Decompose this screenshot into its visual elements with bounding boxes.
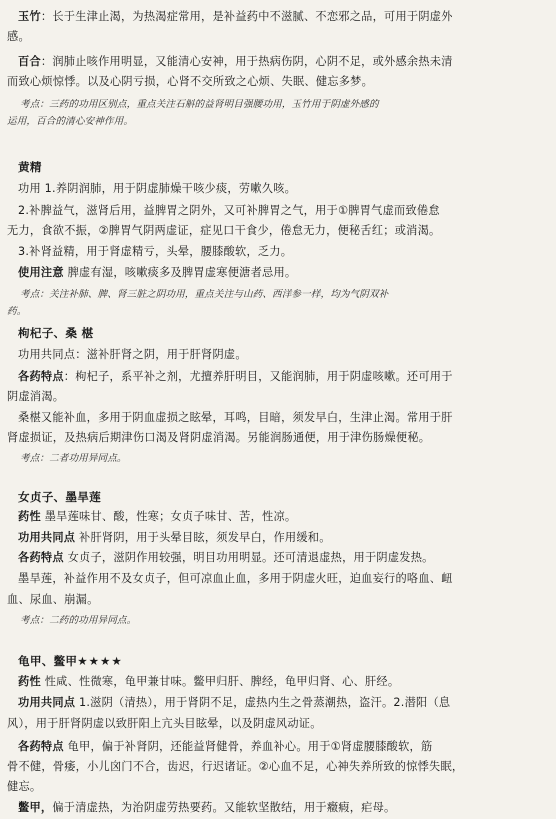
sangshen-line-2: 肾虚损证，及热病后期津伤口渴及肾阴虚消渴。另能润肠通便，用于津伤肠燥便秘。 [7, 431, 431, 444]
gouqi-features-heading: 各药特点 [18, 370, 64, 383]
nvzhen-nature-heading: 药性 [18, 510, 41, 523]
huangjing-line-3: 无力，食欲不振，②脾胃气阴两虚证，症见口干食少，倦怠无力，便秘舌红；或消渴。 [7, 224, 441, 237]
importance-stars-icon: ★★★★ [77, 654, 123, 668]
guijia-nature-heading: 药性 [18, 675, 41, 688]
note-1-line-1: 考点：三药的功用区别点，重点关注石斛的益肾明目强腰功用，玉竹用于阴虚外感的 [20, 99, 379, 110]
guijia-features-heading: 各药特点 [18, 740, 64, 753]
caution-text: 脾虚有湿，咳嗽痰多及脾胃虚寒便溏者忌用。 [63, 266, 297, 279]
nvzhen-line-3 [18, 551, 556, 565]
huangjing-line-2: 2.补脾益气，滋肾后用，益脾胃之阴外，又可补脾胃之气，用于①脾胃气虚而致倦怠 [18, 204, 440, 217]
huangjing-line-4: 3.补肾益精，用于肾虚精亏，头晕，腰膝酸软，乏力。 [18, 245, 293, 258]
note-3: 考点：二者功用异同点。 [20, 453, 127, 464]
guijia-common-text: 1.滋阴（清热），用于肾阴不足，虚热内生之骨蒸潮热，盗汗。2.潜阳（息 [75, 696, 451, 709]
nvzhen-features-text: 女贞子，滋阴作用较强，明目功用明显。还可清退虚热，用于阴虚发热。 [63, 551, 434, 564]
biejia-heading: 鳖甲， [18, 801, 53, 814]
gouqi-line-1: 功用共同点：滋补肝肾之阴，用于肝肾阴虚。 [18, 348, 247, 361]
nvzhen-nature-text: 墨旱莲味甘、酸，性寒；女贞子味甘、苦，性凉。 [40, 510, 297, 523]
biejia-line [18, 801, 556, 815]
guijia-nature-text: 性咸、性微寒，龟甲兼甘味。鳖甲归肝、脾经，龟甲归肾、心、肝经。 [40, 675, 400, 688]
baihe-line-1 [18, 55, 556, 69]
guijia-title: 龟甲、鳖甲 [18, 654, 78, 668]
gouqi-line-3: 阴虚消渴。 [7, 390, 65, 403]
huangjing-caution [18, 266, 556, 280]
note-4: 考点：二药的功用异同点。 [20, 615, 137, 626]
guijia-line-4 [18, 740, 556, 754]
yuzhu-line-2: 感。 [7, 30, 30, 43]
guijia-line-5: 骨不健，骨痿，小儿囟门不合，齿迟，行迟诸证。②心血不足，心神失养所致的惊悸失眠， [7, 760, 464, 773]
baihe-heading: 百合 [18, 55, 41, 68]
nvzhen-line-1 [18, 510, 556, 524]
huangjing-title: 黄精 [18, 160, 42, 174]
guijia-line-1 [18, 675, 556, 689]
gouqi-title: 枸杞子、桑 椹 [18, 326, 94, 340]
mohanlian-line-2: 血、尿血、崩漏。 [7, 593, 99, 606]
caution-heading: 使用注意 [18, 266, 64, 279]
baihe-text-1: ：润肺止咳作用明显，又能清心安神，用于热病伤阴，心阴不足，或外感余热未清 [40, 55, 453, 68]
baihe-line-2: 而致心烦惊悸。以及心阴亏损，心肾不交所致之心烦、失眠、健忘多梦。 [7, 75, 374, 88]
guijia-line-6: 健忘。 [7, 780, 42, 793]
guijia-features-text: 龟甲，偏于补肾阴，还能益肾健骨，养血补心。用于①肾虚腰膝酸软，筋 [63, 740, 433, 753]
guijia-line-3: 风），用于肝肾阴虚以致肝阳上亢头目眩晕，以及阴虚风动证。 [7, 717, 322, 730]
huangjing-line-1: 功用 1.养阴润肺，用于阴虚肺燥干咳少痰，劳嗽久咳。 [18, 182, 297, 195]
gouqi-features-text: ：枸杞子，系平补之剂，尤擅养肝明目，又能润肺，用于阴虚咳嗽。还可用于 [63, 370, 453, 383]
nvzhen-title: 女贞子、墨旱莲 [18, 490, 101, 504]
nvzhen-features-heading: 各药特点 [18, 551, 64, 564]
yuzhu-text-1: ：长于生津止渴，为热渴症常用，是补益药中不滋腻、不恋邪之品，可用于阴虚外 [40, 10, 453, 23]
guijia-common-heading: 功用共同点 [18, 696, 76, 709]
nvzhen-line-2 [18, 531, 556, 545]
mohanlian-line-1: 墨旱莲，补益作用不及女贞子，但可凉血止血，多用于阴虚火旺，迫血妄行的咯血、衄 [18, 572, 453, 585]
guijia-title-line [18, 654, 556, 668]
guijia-line-2 [18, 696, 556, 710]
nvzhen-common-heading: 功用共同点 [18, 531, 76, 544]
biejia-text: 偏于清虚热，为治阴虚劳热要药。又能软坚散结，用于癥瘕，疟母。 [52, 801, 396, 814]
nvzhen-common-text: 补肝肾阴，用于头晕目眩，须发早白，作用缓和。 [75, 531, 331, 544]
note-1-line-2: 运用，百合的清心安神作用。 [7, 116, 134, 127]
yuzhu-heading: 玉竹 [18, 10, 41, 23]
sangshen-line-1: 桑椹又能补血，多用于阴血虚损之眩晕，耳鸣，目暗，须发早白，生津止渴。常用于肝 [18, 411, 453, 424]
gouqi-line-2 [18, 370, 556, 384]
note-2-line-1: 考点：关注补肺、脾、肾三脏之阴功用，重点关注与山药、西洋参一样，均为气阴双补 [20, 289, 389, 300]
yuzhu-line-1 [18, 10, 556, 24]
note-2-line-2: 药。 [7, 306, 27, 317]
